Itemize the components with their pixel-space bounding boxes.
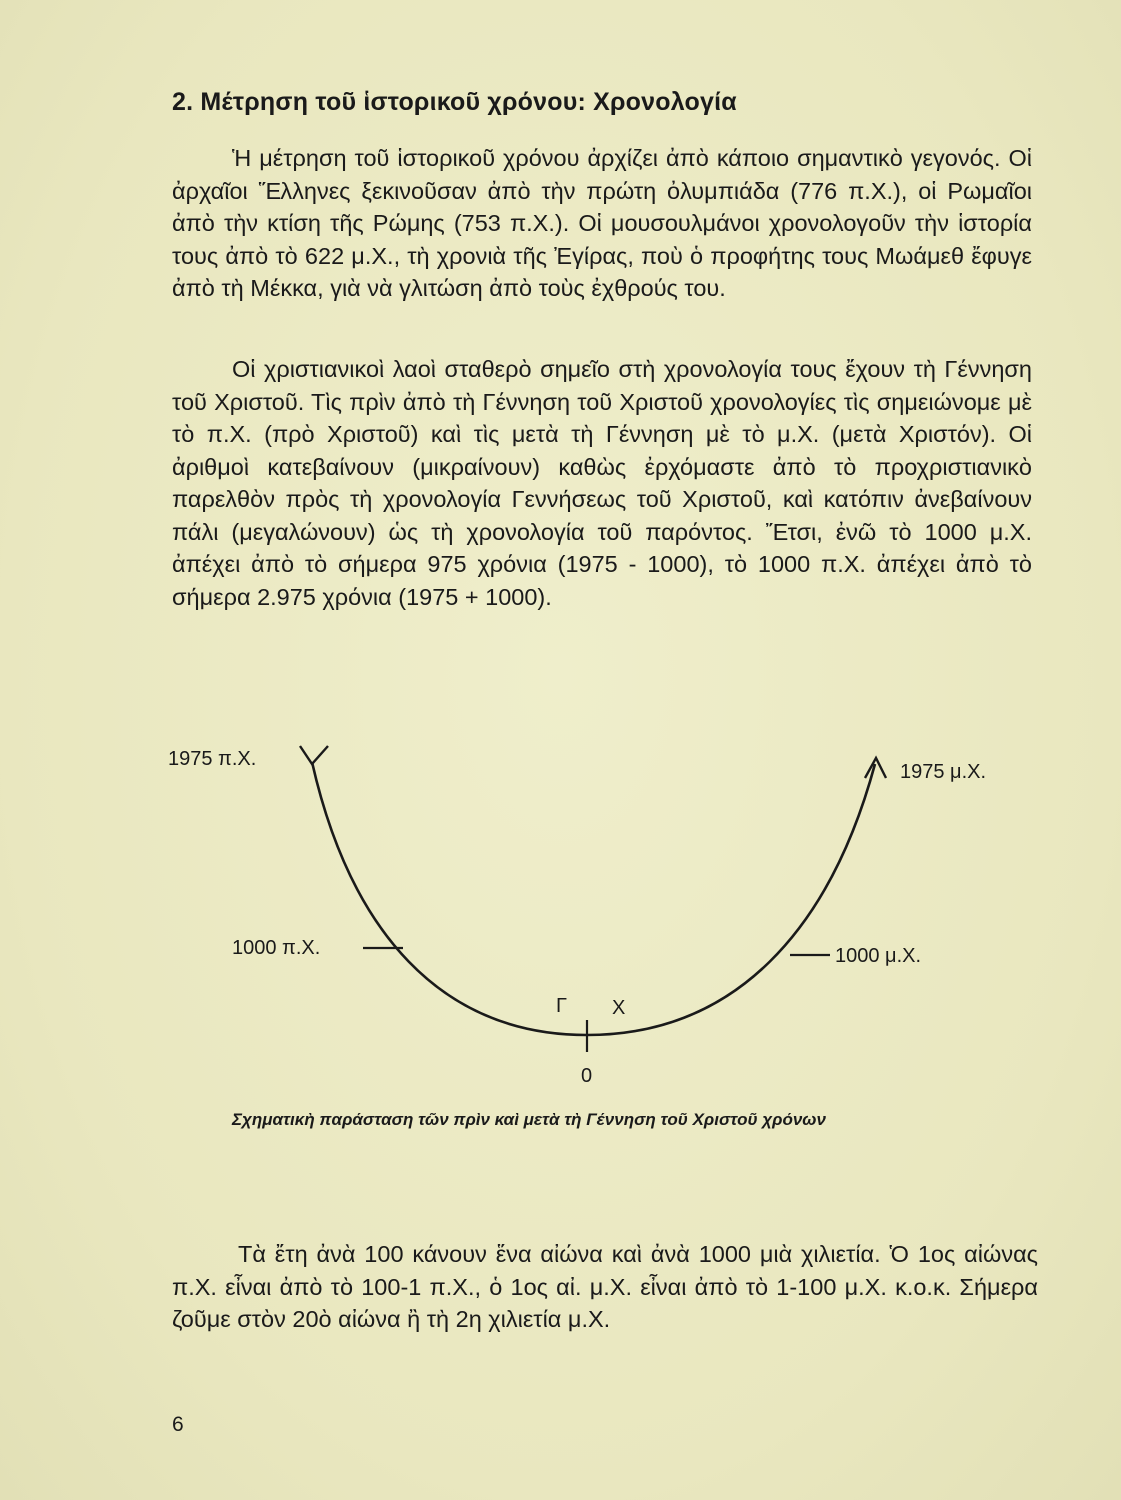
paragraph-centuries: Τὰ ἔτη ἀνὰ 100 κάνουν ἕνα αἰώνα καὶ ἀνὰ 1000 μιὰ χιλιετία. Ὁ 1ος αἰώνας π.Χ. εἶναι ἀπὸ τὸ 100-1 π.Χ., ὁ 1ος αἰ. μ.Χ. εἶναι ἀπὸ τὸ 1-100 μ.Χ. κ.ο.κ. Σήμερα ζοῦμε στὸν 20ὸ αἰώνα ἢ τὴ 2η χιλιετία μ.Χ. xyxy=(172,1241,1038,1332)
page-number: 6 xyxy=(172,1413,184,1436)
label-1000-ad: 1000 μ.Χ. xyxy=(835,945,922,967)
label-1000-bc: 1000 π.Χ. xyxy=(232,937,321,959)
label-chi: Χ xyxy=(612,997,626,1019)
arrow-head-icon xyxy=(865,758,886,778)
label-1975-ad: 1975 μ.Χ. xyxy=(900,761,987,783)
timeline-diagram xyxy=(0,730,1121,1110)
paragraph-measurement: Ἡ μέτρηση τοῦ ἱστορικοῦ χρόνου ἀρχίζει ἀπὸ κάποιο σημαντικὸ γεγονός. Οἱ ἀρχαῖοι Ἕλληνες ξεκινοῦσαν ἀπὸ τὴν πρώτη ὀλυμπιάδα (776 π.Χ.), οἱ Ρωμαῖοι ἀπὸ τὴν κτίση τῆς Ρώμης (753 π.Χ.). Οἱ μουσουλμάνοι χρονολογοῦν τὴν ἱστορία τους ἀπὸ τὸ 622 μ.Χ., τὴ χρονιὰ τῆς Ἐγίρας, ποὺ ὁ προφήτης τους Μωάμεθ ἔφυγε ἀπὸ τὴ Μέκκα, γιὰ νὰ γλιτώση ἀπὸ τοὺς ἐχθρούς του. xyxy=(172,145,1032,301)
section-heading: 2. Μέτρηση τοῦ ἱστορικοῦ χρόνου: Χρονολογία xyxy=(172,88,737,116)
label-1975-bc: 1975 π.Χ. xyxy=(168,748,257,770)
paragraph-christian-dating: Οἱ χριστιανικοὶ λαοὶ σταθερὸ σημεῖο στὴ χρονολογία τους ἔχουν τὴ Γέννηση τοῦ Χριστοῦ. Τὶς πρὶν ἀπὸ τὴ Γέννηση τοῦ Χριστοῦ χρονολογίες τὶς σημειώνομε μὲ τὸ π.Χ. (πρὸ Χριστοῦ) καὶ τὶς μετὰ τὴ Γέννηση μὲ τὸ μ.Χ. (μετὰ Χριστόν). Οἱ ἀριθμοὶ κατεβαίνουν (μικραίνουν) καθὼς ἐρχόμαστε ἀπὸ τὸ προχριστιανικὸ παρελθὸν πρὸς τὴ χρονολογία Γεννήσεως τοῦ Χριστοῦ, καὶ κατόπιν ἀνεβαίνουν πάλι (μεγαλώνουν) ὡς τὴ χρονολογία τοῦ παρόντος. Ἔτσι, ἐνῶ τὸ 1000 μ.Χ. ἀπέχει ἀπὸ τὸ σήμερα 975 χρόνια (1975 - 1000), τὸ 1000 π.Χ. ἀπέχει ἀπὸ τὸ σήμερα 2.975 χρόνια (1975 + 1000). xyxy=(172,356,1032,610)
diagram-caption: Σχηματικὴ παράσταση τῶν πρὶν καὶ μετὰ τὴ Γέννηση τοῦ Χριστοῦ χρόνων xyxy=(232,1110,826,1129)
label-gamma: Γ xyxy=(556,995,568,1017)
start-mark xyxy=(300,746,328,764)
timeline-arc xyxy=(312,762,875,1035)
label-zero: 0 xyxy=(581,1065,593,1087)
